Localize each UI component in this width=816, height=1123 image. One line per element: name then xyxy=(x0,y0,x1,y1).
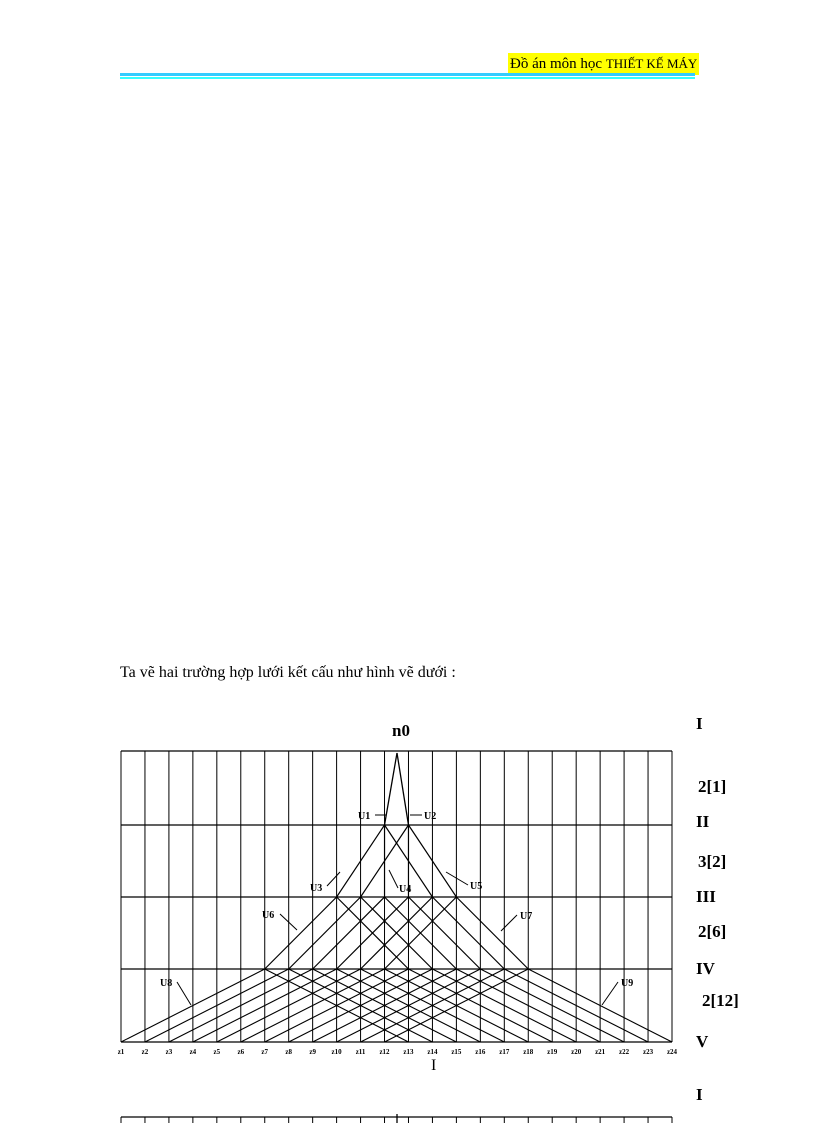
header-title-prefix: Đồ án môn học xyxy=(510,56,603,72)
intro-paragraph: Ta vẽ hai trường hợp lưới kết cấu như hình vẽ dưới : xyxy=(120,664,456,681)
ratio-label: U1 xyxy=(358,811,371,822)
speed-label: z9 xyxy=(309,1048,316,1056)
ratio-label: U4 xyxy=(399,884,412,895)
speed-label: z14 xyxy=(427,1048,438,1056)
speed-label: z7 xyxy=(261,1048,269,1056)
speed-label: z6 xyxy=(237,1048,245,1056)
speed-label: z4 xyxy=(189,1048,197,1056)
speed-label: z17 xyxy=(499,1048,510,1056)
ratio-leader-line xyxy=(177,982,191,1005)
speed-label: z18 xyxy=(523,1048,534,1056)
ratio-ray xyxy=(456,897,528,969)
ratio-leader-line xyxy=(602,982,618,1005)
ratio-ray xyxy=(289,897,361,969)
speed-label: z24 xyxy=(666,1048,678,1056)
ratio-ray xyxy=(432,897,504,969)
ratio-ray xyxy=(385,753,397,825)
diagram-bottom-label: I xyxy=(431,1057,437,1074)
shaft-label-4: IV xyxy=(696,959,715,978)
speed-label: z20 xyxy=(571,1048,582,1056)
ratio-ray xyxy=(408,897,480,969)
ratio-label: U7 xyxy=(520,911,533,922)
speed-label: z12 xyxy=(379,1048,390,1056)
shaft-label-5: V xyxy=(696,1032,709,1051)
speed-label: z11 xyxy=(355,1048,366,1056)
group-label-1: 2[1] xyxy=(698,777,727,796)
speed-label: z22 xyxy=(619,1048,630,1056)
speed-label: z13 xyxy=(403,1048,414,1056)
ratio-leader-line xyxy=(389,870,398,888)
speed-label: z21 xyxy=(595,1048,606,1056)
group-label-4: 2[12] xyxy=(702,991,739,1010)
speed-label: z5 xyxy=(213,1048,221,1056)
ratio-leader-line xyxy=(501,915,517,931)
ratio-leader-line xyxy=(327,872,340,886)
ratio-label: U9 xyxy=(621,978,634,989)
shaft-label-3: III xyxy=(696,887,716,906)
speed-label: z2 xyxy=(141,1048,149,1056)
speed-label: z1 xyxy=(117,1048,125,1056)
speed-label: z3 xyxy=(165,1048,173,1056)
speed-label: z15 xyxy=(451,1048,462,1056)
second-diagram-shaft-label: I xyxy=(696,1085,703,1104)
ratio-label: U2 xyxy=(424,811,437,822)
speed-label: z16 xyxy=(475,1048,486,1056)
ratio-ray xyxy=(313,897,385,969)
speed-label: z19 xyxy=(547,1048,558,1056)
ratio-ray xyxy=(265,897,337,969)
speed-label: z10 xyxy=(331,1048,342,1056)
ratio-label: U5 xyxy=(470,881,483,892)
speed-label: z23 xyxy=(642,1048,654,1056)
shaft-label-1: I xyxy=(696,714,703,733)
header-title-caps: THIẾT KẾ MÁY xyxy=(605,56,698,71)
ratio-ray xyxy=(397,753,408,825)
group-label-3: 2[6] xyxy=(698,922,727,941)
ratio-label: U8 xyxy=(160,978,173,989)
ratio-label: U6 xyxy=(262,910,275,921)
ratio-leader-line xyxy=(446,872,468,885)
ratio-label: U3 xyxy=(310,883,323,894)
group-label-2: 3[2] xyxy=(698,852,727,871)
shaft-label-2: II xyxy=(696,812,710,831)
speed-label: z8 xyxy=(285,1048,293,1056)
n0-label: n0 xyxy=(392,721,410,740)
